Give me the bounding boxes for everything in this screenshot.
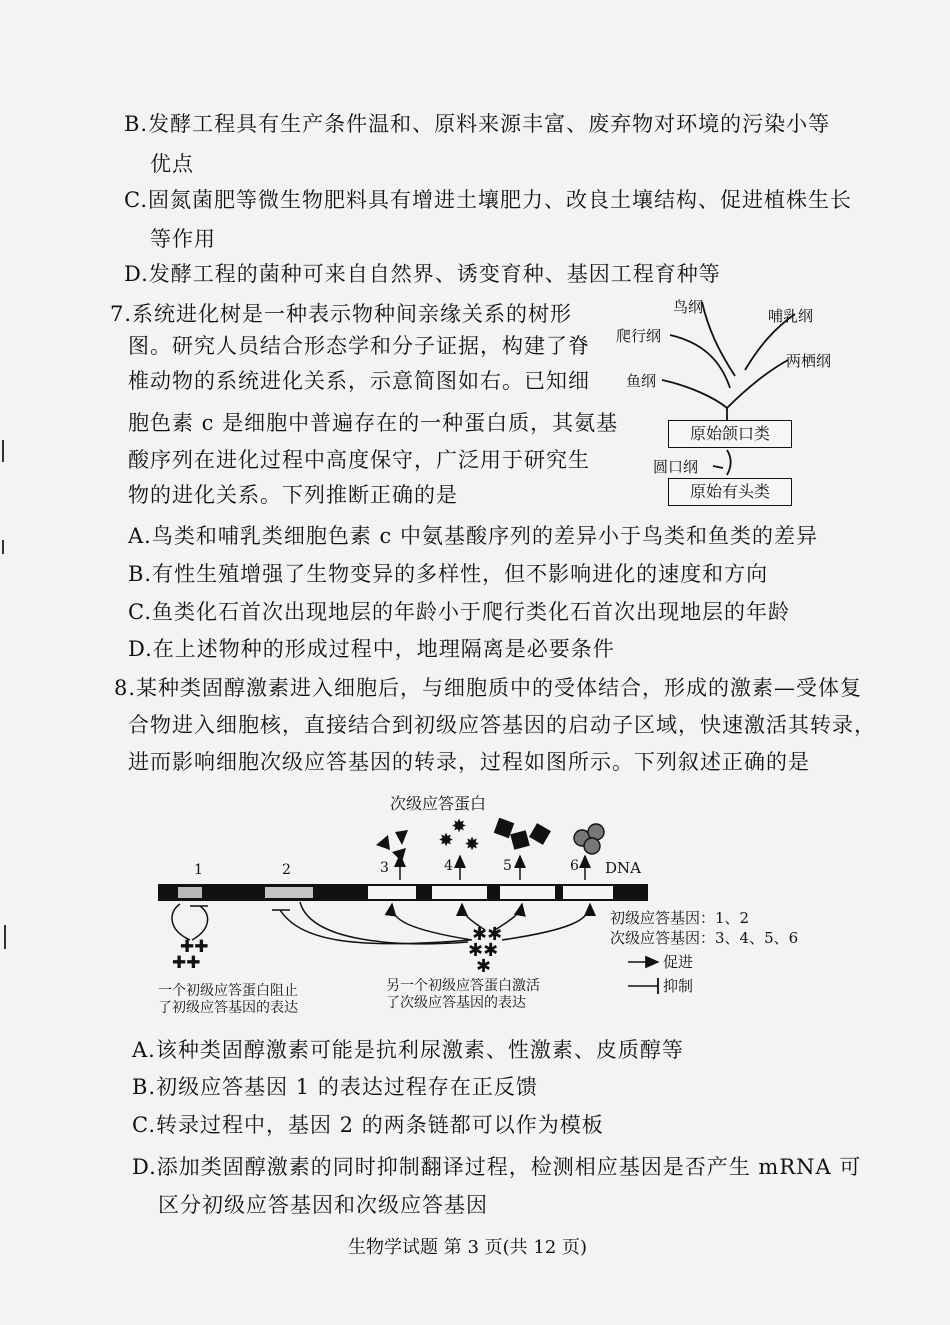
gene-6-segment bbox=[563, 886, 613, 899]
legend-inhibit-label: 抑制 bbox=[663, 977, 694, 995]
q8-option-b: B.初级应答基因 1 的表达过程存在正反馈 bbox=[132, 1075, 538, 1099]
left-note-line1: 一个初级应答蛋白阻止 bbox=[158, 983, 298, 999]
gene-number-3: 3 bbox=[380, 860, 389, 876]
protein-star: ✸ bbox=[464, 834, 480, 855]
q6-option-c-line2: 等作用 bbox=[150, 227, 216, 251]
q8-option-c: C.转录过程中，基因 2 的两条链都可以作为模板 bbox=[132, 1113, 604, 1137]
gene-number-1: 1 bbox=[194, 862, 203, 878]
page-footer: 生物学试题 第 3 页(共 12 页) bbox=[348, 1237, 588, 1258]
gene1-inhibit-arc bbox=[192, 906, 208, 940]
protein-star: ✸ bbox=[438, 830, 454, 851]
q6-option-d: D.发酵工程的菌种可来自自然界、诱变育种、基因工程育种等 bbox=[124, 262, 721, 286]
gene-number-4: 4 bbox=[444, 858, 453, 874]
dna-label: DNA bbox=[605, 859, 641, 877]
protein-square bbox=[510, 830, 530, 850]
tree-label-fish: 鱼纲 bbox=[626, 372, 657, 390]
tree-label-bird: 鸟纲 bbox=[673, 298, 704, 316]
q8-option-a: A.该种类固醇激素可能是抗利尿激素、性激素、皮质醇等 bbox=[132, 1038, 684, 1062]
branch-fish bbox=[662, 380, 727, 408]
tree-box-primitive-jawed: 原始颌口类 bbox=[668, 420, 792, 448]
connector-jawed-craniate bbox=[727, 450, 731, 475]
q8-stem-line: 8.某种类固醇激素进入细胞后，与细胞质中的受体结合，形成的激素—受体复 bbox=[114, 676, 863, 700]
primary-protein-activator: ✱✱ bbox=[468, 940, 499, 961]
primary-protein-inhibitor: ✚✚ bbox=[172, 953, 201, 973]
legend-primary-genes: 初级应答基因：1、2 bbox=[610, 909, 750, 927]
activator-to-gene2-inhibit bbox=[280, 910, 470, 944]
q6-option-b-line2: 优点 bbox=[150, 152, 194, 176]
q7-stem-line: 7.系统进化树是一种表示物种间亲缘关系的树形 bbox=[110, 302, 573, 326]
gene1-self-loop bbox=[172, 904, 190, 940]
q7-stem-line: 酸序列在进化过程中高度保守，广泛用于研究生 bbox=[128, 448, 590, 472]
protein-square bbox=[529, 823, 551, 845]
gene-4-segment bbox=[432, 886, 487, 899]
gene-number-6: 6 bbox=[570, 858, 579, 874]
protein-triangle bbox=[392, 848, 406, 862]
q7-option-d: D.在上述物种的形成过程中，地理隔离是必要条件 bbox=[128, 637, 615, 661]
gene-number-5: 5 bbox=[503, 858, 512, 874]
q7-stem-line: 椎动物的系统进化关系，示意简图如右。已知细 bbox=[128, 369, 590, 393]
branch-reptile bbox=[670, 335, 730, 388]
q6-option-c-line1: C.固氮菌肥等微生物肥料具有增进土壤肥力、改良土壤结构、促进植株生长 bbox=[124, 188, 852, 212]
q8-stem-line: 进而影响细胞次级应答基因的转录，过程如图所示。下列叙述正确的是 bbox=[128, 750, 810, 774]
protein-circle bbox=[584, 838, 600, 854]
q6-option-b-line1: B.发酵工程具有生产条件温和、原料来源丰富、废弃物对环境的污染小等 bbox=[124, 112, 831, 136]
gene-1-segment bbox=[178, 887, 202, 898]
tree-label-cyclostome: 圆口纲 bbox=[653, 458, 699, 476]
gene-3-segment bbox=[368, 886, 416, 899]
q7-option-a: A.鸟类和哺乳类细胞色素 c 中氨基酸序列的差异小于鸟类和鱼类的差异 bbox=[128, 524, 818, 548]
branch-cyclostome bbox=[713, 466, 723, 468]
protein-triangle bbox=[376, 835, 390, 850]
primary-protein-inhibitor: ✚✚ bbox=[180, 937, 209, 957]
primary-protein-activator: ✱✱ bbox=[472, 924, 503, 945]
gene-number-2: 2 bbox=[282, 862, 291, 878]
gene-2-segment bbox=[265, 887, 313, 898]
q8-stem-line: 合物进入细胞核，直接结合到初级应答基因的启动子区域，快速激活其转录， bbox=[128, 713, 876, 737]
tree-label-mammal: 哺乳纲 bbox=[768, 307, 814, 325]
scan-edge-mark bbox=[4, 925, 6, 949]
q8-option-d-line2: 区分初级应答基因和次级应答基因 bbox=[158, 1193, 488, 1217]
activate-gene3 bbox=[392, 904, 472, 940]
legend-promote-label: 促进 bbox=[663, 953, 694, 971]
scan-edge-mark bbox=[2, 540, 4, 554]
secondary-protein-label: 次级应答蛋白 bbox=[390, 794, 487, 813]
q7-stem-line: 图。研究人员结合形态学和分子证据，构建了脊 bbox=[128, 334, 590, 358]
legend-secondary-genes: 次级应答基因：3、4、5、6 bbox=[610, 929, 799, 947]
right-note-line1: 另一个初级应答蛋白激活 bbox=[386, 978, 540, 994]
q7-option-c: C.鱼类化石首次出现地层的年龄小于爬行类化石首次出现地层的年龄 bbox=[128, 600, 790, 624]
tree-label-reptile: 爬行纲 bbox=[616, 327, 662, 345]
tree-label-amphibian: 两栖纲 bbox=[786, 352, 832, 370]
protein-triangle bbox=[395, 830, 408, 845]
primary-protein-activator: ✱ bbox=[476, 956, 492, 977]
gene-5-segment bbox=[500, 886, 555, 899]
q7-stem-line: 胞色素 c 是细胞中普遍存在的一种蛋白质，其氨基 bbox=[128, 411, 619, 435]
tree-box-primitive-craniate: 原始有头类 bbox=[668, 478, 792, 506]
branch-amphibian bbox=[727, 360, 788, 408]
scan-edge-mark bbox=[2, 440, 4, 462]
protein-star: ✸ bbox=[451, 816, 467, 837]
q7-option-b: B.有性生殖增强了生物变异的多样性，但不影响进化的速度和方向 bbox=[128, 562, 769, 586]
left-note-line2: 了初级应答基因的表达 bbox=[158, 1000, 298, 1016]
q8-option-d-line1: D.添加类固醇激素的同时抑制翻译过程，检测相应基因是否产生 mRNA 可 bbox=[132, 1155, 862, 1179]
q7-stem-line: 物的进化关系。下列推断正确的是 bbox=[128, 483, 458, 507]
activate-gene6 bbox=[502, 904, 590, 940]
right-note-line2: 了次级应答基因的表达 bbox=[386, 995, 526, 1011]
